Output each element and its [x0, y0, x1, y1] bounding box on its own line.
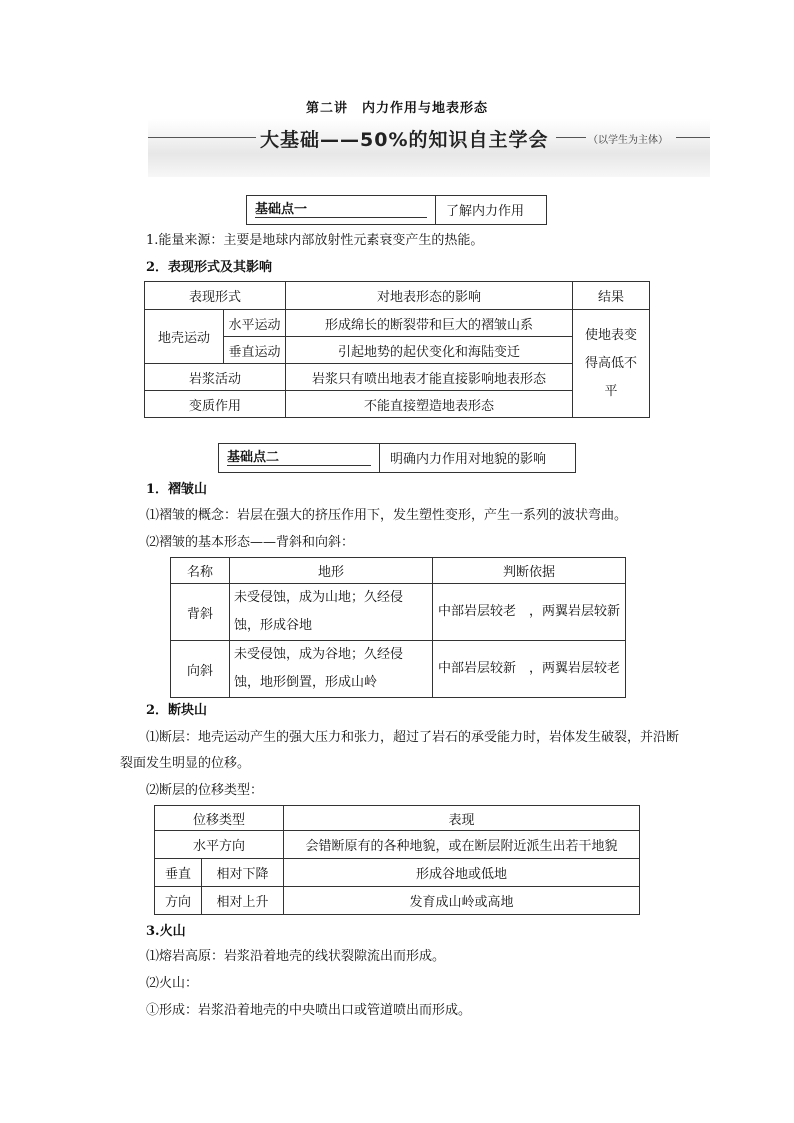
banner-rule-left [148, 137, 256, 138]
fold-forms: ⑵褶皱的基本形态——背斜和向斜： [146, 535, 355, 550]
page-title: 第二讲 内力作用与地表形态 [305, 101, 488, 116]
t3-header-type: 位移类型 [155, 806, 284, 831]
t3-header-effect: 表现 [284, 806, 640, 831]
knowledge-point-2 [218, 443, 576, 473]
fault-definition: ⑴断层：地壳运动产生的强大压力和张力，超过了岩石的承受能力时，岩体发生破裂，并沿断裂面发生明显的位移。 [120, 730, 680, 771]
t3-up: 相对上升 [202, 887, 284, 915]
fault-heading: 2．断块山 [146, 703, 208, 718]
internal-force-table [144, 281, 650, 418]
t2-header-name: 名称 [171, 558, 230, 584]
t1-meta: 变质作用 [145, 391, 286, 418]
volcano-heading: 3.火山 [146, 924, 186, 939]
t2-anticline: 背斜 [171, 584, 230, 641]
lava-plateau: ⑴熔岩高原：岩浆沿着地壳的线状裂隙流出而形成。 [146, 949, 446, 964]
volcano-formation: ①形成：岩浆沿着地壳的中央喷出口或管道喷出而形成。 [146, 1003, 472, 1018]
volcano-subheading: ⑵火山： [146, 976, 199, 991]
t1-header-effect: 对地表形态的影响 [286, 282, 573, 310]
banner-subtitle: （以学生为主体） [588, 135, 668, 146]
table-row [171, 584, 626, 641]
fold-table [170, 557, 626, 698]
t3-down: 相对下降 [202, 859, 284, 887]
t1-vertical-effect: 引起地势的起伏变化和海陆变迁 [286, 337, 573, 364]
t2-header-terrain: 地形 [230, 558, 433, 584]
forms-heading: 2．表现形式及其影响 [146, 260, 273, 275]
t3-vertical-b: 方向 [155, 887, 202, 915]
fault-table [154, 805, 640, 915]
banner-heading: 大基础——50%的知识自主学会 [260, 129, 549, 151]
t3-horizontal-effect: 会错断原有的各种地貌，或在断层附近派生出若干地貌 [284, 831, 640, 859]
fold-concept: ⑴褶皱的概念：岩层在强大的挤压作用下，发生塑性变形，产生一系列的波状弯曲。 [146, 508, 628, 523]
t3-up-effect: 发育成山岭或高地 [284, 887, 640, 915]
t2-header-basis: 判断依据 [433, 558, 626, 584]
t1-meta-effect: 不能直接塑造地表形态 [286, 391, 573, 418]
t2-syncline: 向斜 [171, 641, 230, 698]
energy-source: 1.能量来源：主要是地球内部放射性元素衰变产生的热能。 [146, 233, 484, 248]
t2-anticline-terrain: 未受侵蚀，成为山地；久经侵蚀，形成谷地 [230, 584, 433, 641]
kp2-label: 基础点二 [219, 444, 380, 472]
t1-magma: 岩浆活动 [145, 364, 286, 391]
banner-rule-mid [556, 137, 586, 138]
t1-horizontal: 水平运动 [224, 310, 286, 337]
t2-syncline-terrain: 未受侵蚀，成为谷地；久经侵蚀，地形倒置，形成山岭 [230, 641, 433, 698]
t1-header-result: 结果 [573, 282, 650, 310]
t1-crust: 地壳运动 [145, 310, 224, 364]
t1-vertical: 垂直运动 [224, 337, 286, 364]
t2-syncline-basis: 中部岩层较新 ，两翼岩层较老 [433, 641, 626, 698]
table-row [171, 641, 626, 698]
t1-magma-effect: 岩浆只有喷出地表才能直接影响地表形态 [286, 364, 573, 391]
knowledge-point-1 [246, 195, 547, 225]
t2-anticline-basis: 中部岩层较老 ，两翼岩层较新 [433, 584, 626, 641]
fault-types: ⑵断层的位移类型： [146, 783, 264, 798]
t1-result: 使地表变得高低不平 [573, 310, 650, 418]
t1-horizontal-effect: 形成绵长的断裂带和巨大的褶皱山系 [286, 310, 573, 337]
t3-vertical-a: 垂直 [155, 859, 202, 887]
fold-heading: 1．褶皱山 [146, 482, 208, 497]
banner-rule-right [676, 137, 710, 138]
t3-down-effect: 形成谷地或低地 [284, 859, 640, 887]
kp1-label: 基础点一 [247, 196, 436, 224]
t3-horizontal: 水平方向 [155, 831, 284, 859]
section-banner [148, 119, 710, 177]
kp2-title: 明确内力作用对地貌的影响 [390, 452, 547, 467]
kp1-title: 了解内力作用 [446, 204, 525, 219]
t1-header-form: 表现形式 [145, 282, 286, 310]
